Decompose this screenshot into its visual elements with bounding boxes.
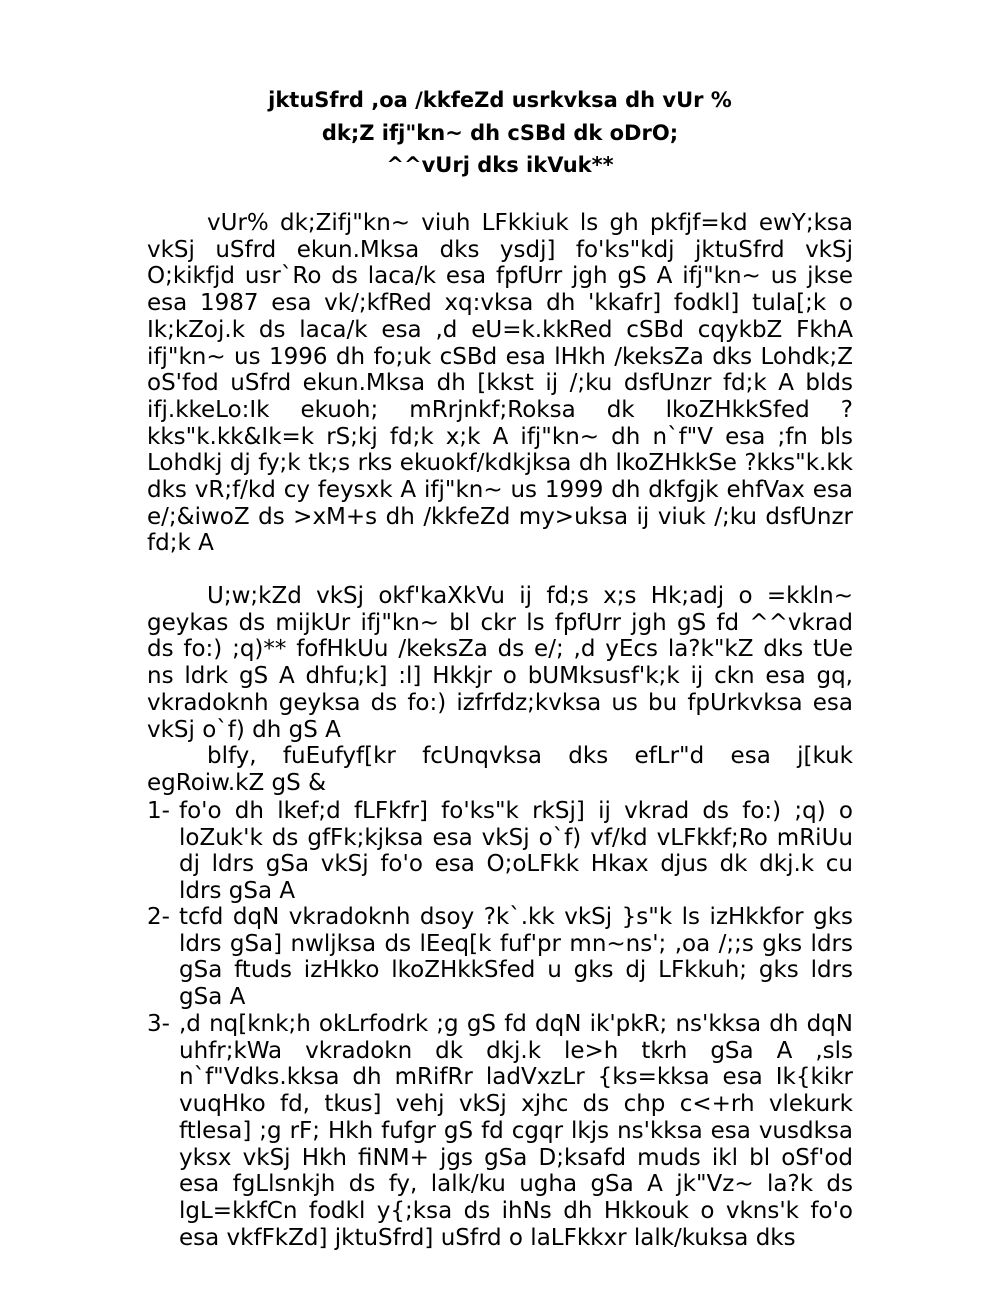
- heading-line-1: jktuSfrd ,oa /kkfeZd usrkvksa dh vUr %: [268, 88, 732, 112]
- body-paragraph-3: blfy, fuEufyf[kr fcUnqvksa dks efLr"d esa j[kuk egRoiw.kZ gS &: [147, 743, 853, 796]
- body-paragraph-2: U;w;kZd vkSj okf'kaXkVu ij fd;s x;s Hk;adj o =kkln~ geykas ds mijkUr ifj"kn~ bl ckr ls fpfUrr jgh gS fd ^^vkrad ds fo:) ;q)** fofHkUu /keksZa ds e/; ,d yEcs la?k"kZ dks tUe ns ldrk gS A dhfu;k] :l] Hkkjr o bUMksusf'k;k ij ckn esa gq, vkradoknh geyksa ds fo:) izfrfdz;kvksa us bu fpUrkvksa esa vkSj o`f) dh gS A: [147, 583, 853, 743]
- list-item-2: [147, 904, 853, 1011]
- list-number: 3-: [147, 1011, 170, 1037]
- body-paragraph-1: vUr% dk;Zifj"kn~ viuh LFkkiuk ls gh pkfjf=kd ewY;ksa vkSj uSfrd ekun.Mksa dks ysdj] fo'ks"kdj jktuSfrd vkSj O;kikfjd usr`Ro ds laca/k esa fpfUrr jgh gS A ifj"kn~ us jkse esa 1987 esa vk/;kfRed xq:vksa dh 'kkafr] fodkl] tula[;k o Ik;kZoj.k ds laca/k esa ,d eU=k.kkRed cSBd cqykbZ FkhA ifj"kn~ us 1996 dh fo;uk cSBd esa lHkh /keksZa dks Lohdk;Z oS'fod uSfrd ekun.Mksa dh [kkst ij /;ku dsfUnzr fd;k A blds ifj.kkeLo:Ik ekuoh; mRrjnkf;Roksa dk lkoZHkkSfed ?kks"k.kk&Ik=k rS;kj fd;k x;k A ifj"kn~ dh n`f"V esa ;fn bls Lohdkj dj fy;k tk;s rks ekuokf/kdkjksa dh lkoZHkkSe ?kks"k.kk dks vR;f/kd cy feysxk A ifj"kn~ us 1999 dh dkfgjk ehfVax esa e/;&iwoZ ds >xM+s dh /kkfeZd my>uksa ij viuk /;ku dsfUnzr fd;k A: [147, 210, 853, 557]
- list-number: 1-: [147, 798, 170, 824]
- list-number: 2-: [147, 904, 170, 930]
- heading-line-3: ^^vUrj dks ikVuk**: [386, 153, 614, 177]
- list-item-1: [147, 798, 853, 905]
- list-text: fo'o dh lkef;d fLFkfr] fo'ks"k rkSj] ij vkrad ds fo:) ;q) o loZuk'k ds gfFk;kjksa esa vkSj o`f) vf/kd vLFkkf;Ro mRiUu dj ldrs gSa vkSj fo'o esa O;oLFkk Hkax djus dk dkj.k cu ldrs gSa A: [179, 798, 853, 905]
- heading-line-2: dk;Z ifj"kn~ dh cSBd dk oDrO;: [321, 121, 679, 145]
- list-text: ,d nq[knk;h okLrfodrk ;g gS fd dqN ik'pkR; ns'kksa dh dqN uhfr;kWa vkradokn dk dkj.k le>h tkrh gSa A ,sls n`f"Vdks.kksa dh mRifRr ladVxzLr {ks=kksa esa Ik{kikr vuqHko fd, tkus] vehj vkSj xjhc ds chp c<+rh vlekurk ftlesa] ;g rF; Hkh fufgr gS fd cgqr lkjs ns'kksa esa vusdksa yksx vkSj Hkh fiNM+ jgs gSa D;ksafd muds ikl bl oSf'od esa fgLlsnkjh ds fy, lalk/ku ugha gSa A jk"Vz~ la?k ds lgL=kkfCn fodkl y{;ksa ds ihNs dh Hkkouk o vkns'k fo'o esa vkfFkZd] jktuSfrd] uSfrd o laLFkkxr lalk/kuksa dks: [179, 1011, 853, 1251]
- list-text: tcfd dqN vkradoknh dsoy ?k`.kk vkSj }s"k ls izHkkfor gks ldrs gSa] nwljksa ds lEeq[k fuf'pr mn~ns'; ,oa /;;s gks ldrs gSa ftuds izHkko lkoZHkkSfed u gks dj LFkkuh; gks ldrs gSa A: [179, 904, 853, 1011]
- list-item-3: [147, 1011, 853, 1251]
